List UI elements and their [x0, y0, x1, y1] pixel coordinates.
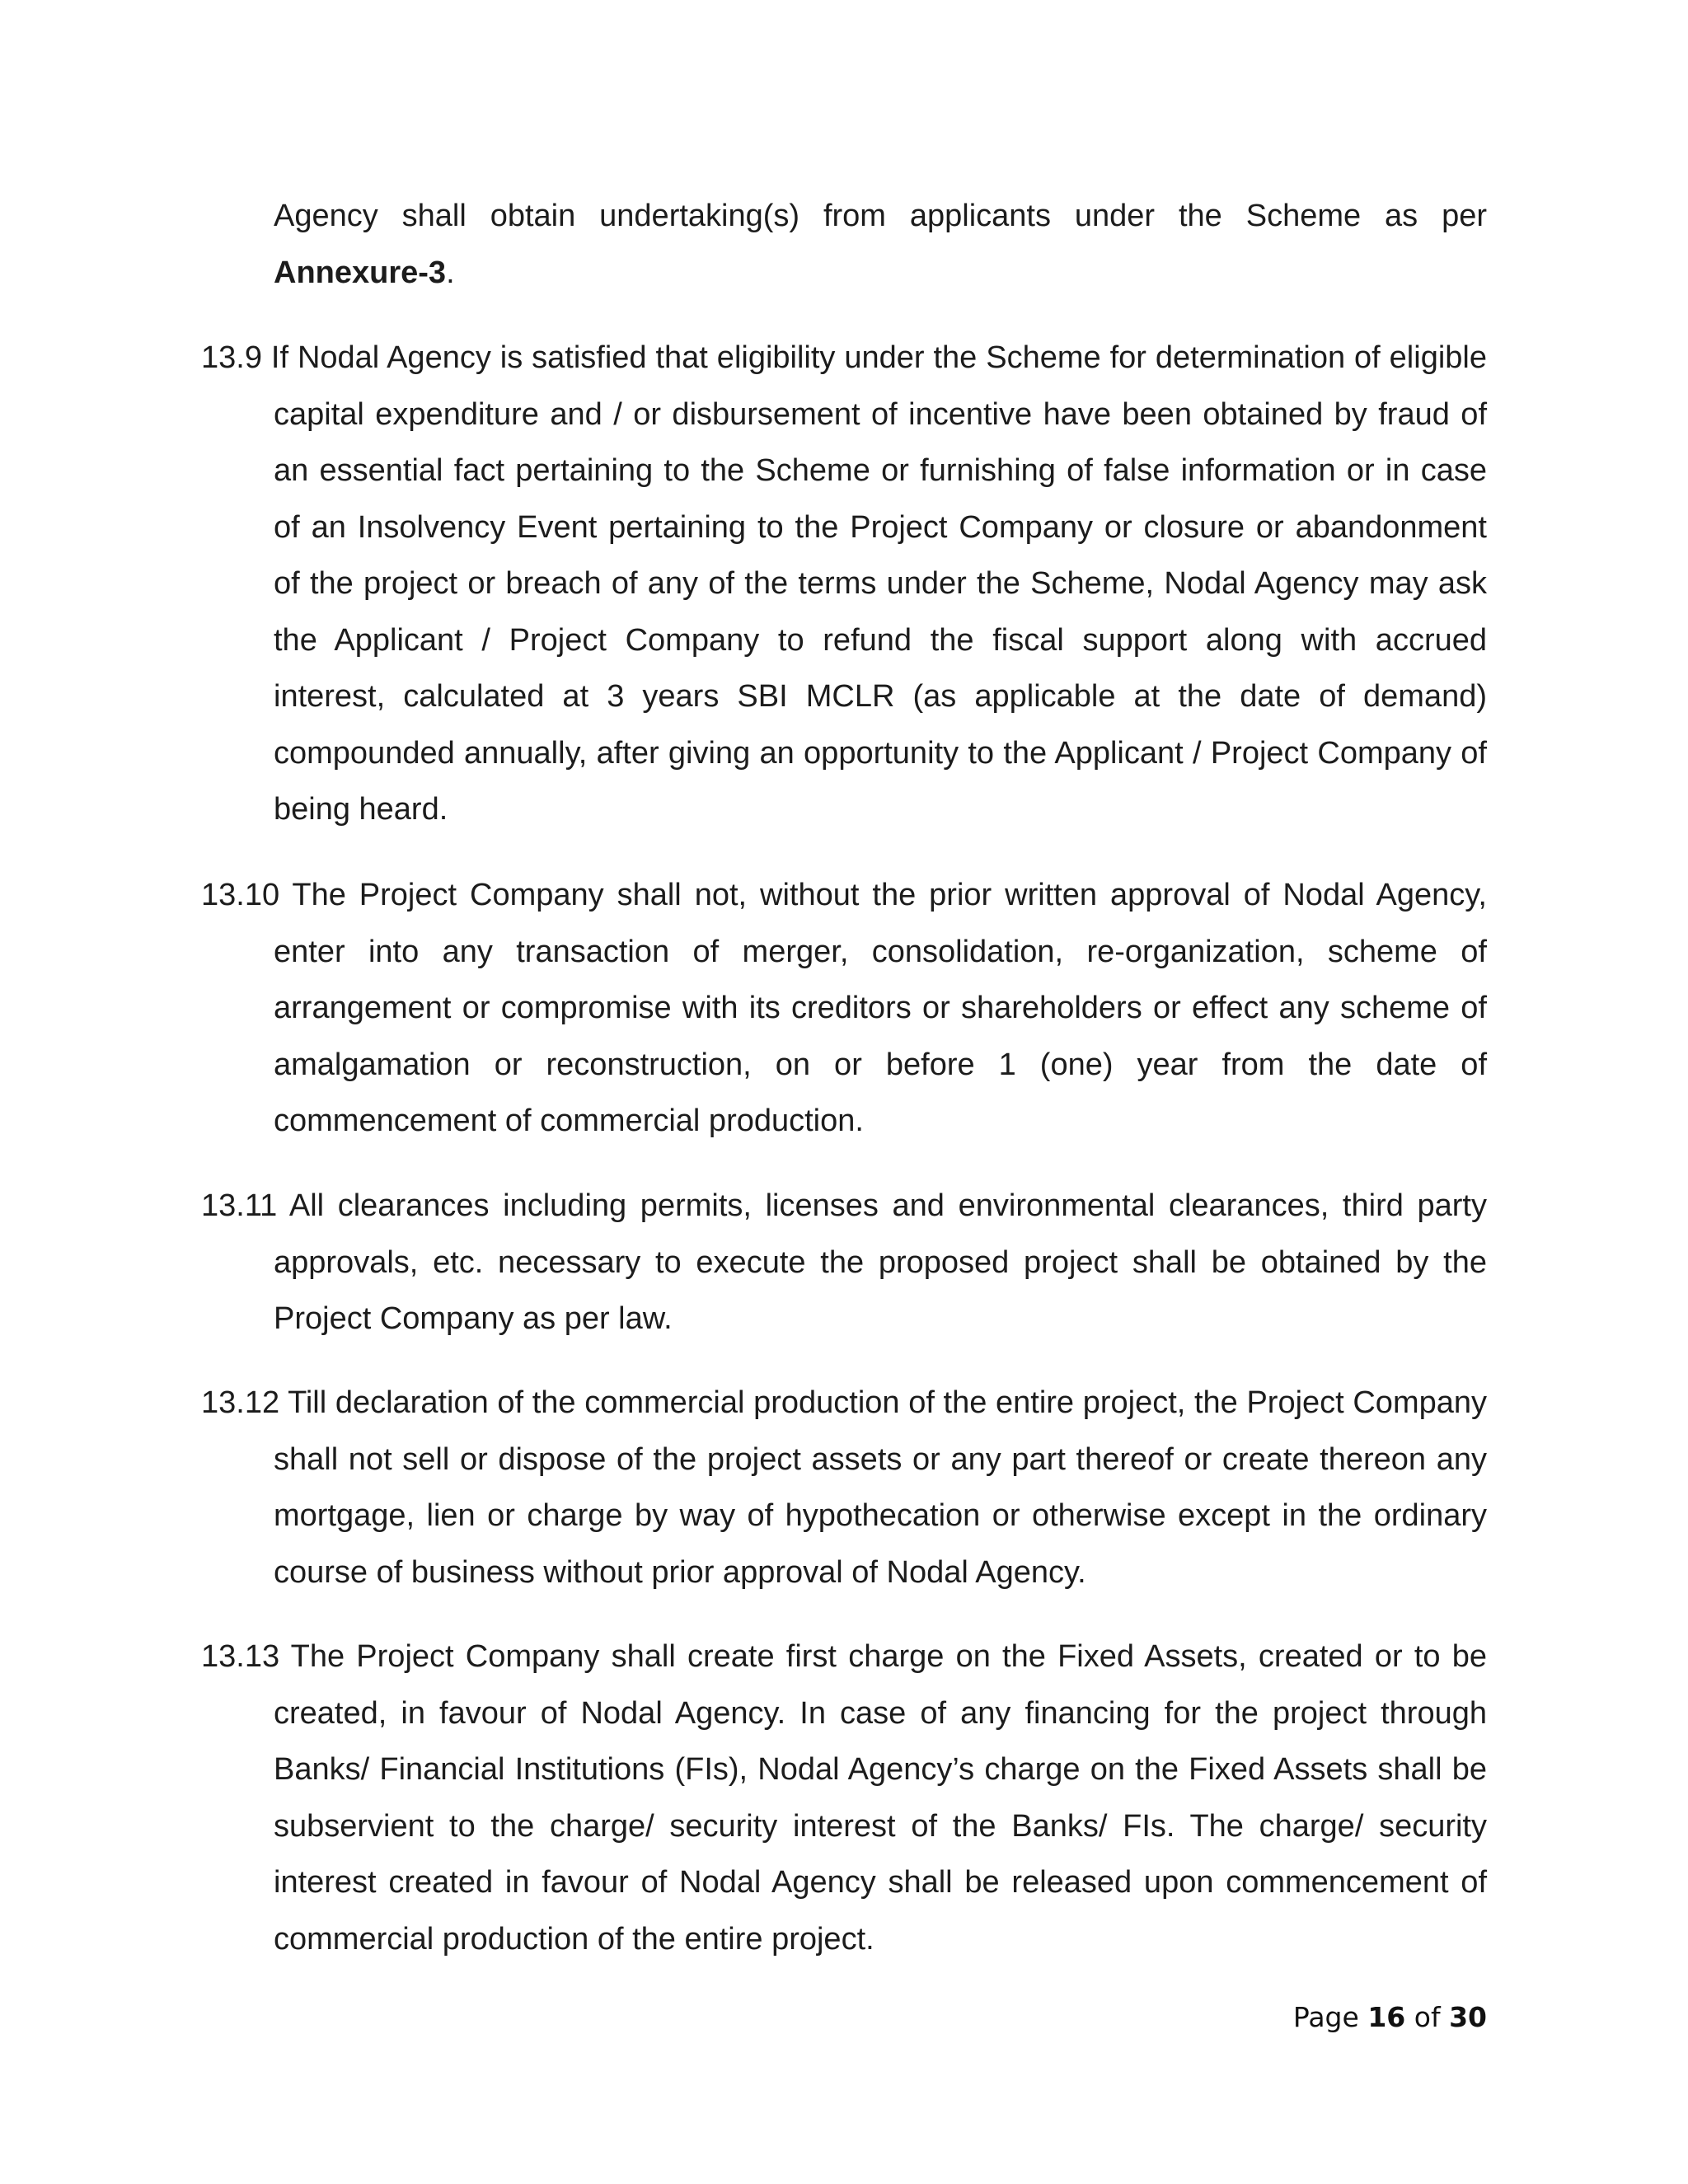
clause-13-10: [201, 867, 1487, 1150]
clause-13-9: [201, 330, 1487, 838]
clause-text: The Project Company shall not, without the prior written approval of Nodal Agency, enter into any transaction of merger, consolidation, re-organization, scheme of arrangement or compromise with its creditors or shareholders or effect any scheme of amalgamation or reconstruction, on or before 1 (one) year from the date of commencement of commercial production.: [274, 878, 1487, 1138]
clause-text: If Nodal Agency is satisfied that eligibility under the Scheme for determination of eligible capital expenditure and / or disbursement of incentive have been obtained by fraud of an essential fact pertaining to the Scheme or furnishing of false information or in case of an Insolvency Event pertaining to the Project Company or closure or abandonment of the project or breach of any of the terms under the Scheme, Nodal Agency may ask the Applicant / Project Company to refund the fiscal support along with accrued interest, calculated at 3 years SBI MCLR (as applicable at the date of demand) compounded annually, after giving an opportunity to the Applicant / Project Company of being heard.: [270, 340, 1487, 827]
page-number-footer: [1293, 2001, 1487, 2033]
clause-number: 13.13: [201, 1639, 280, 1674]
annexure-reference: Annexure-3: [274, 255, 447, 290]
clause-13-11: [201, 1178, 1487, 1347]
current-page-number: 16: [1367, 2001, 1406, 2033]
paragraph-continuation: [201, 188, 1487, 301]
of-word: of: [1414, 2001, 1441, 2033]
clause-text: Till declaration of the commercial production of the entire project, the Project Company shall not sell or dispose of the project assets or any part thereof or create thereon any mortgage, lien or charge by way of hypothecation or otherwise except in the ordinary course of business without prior approval of Nodal Agency.: [274, 1385, 1487, 1590]
clause-text: The Project Company shall create first charge on the Fixed Assets, created or to be created, in favour of Nodal Agency. In case of any financing for the project through Banks/ Financial Institutions (FIs), Nodal Agency’s charge on the Fixed Assets shall be subservient to the charge/ security interest of the Banks/ FIs. The charge/ security interest created in favour of Nodal Agency shall be released upon commencement of commercial production of the entire project.: [274, 1639, 1488, 1957]
paragraph-text: Agency shall obtain undertaking(s) from applicants under the Scheme as per: [274, 199, 1487, 233]
clause-13-12: [201, 1375, 1487, 1601]
page-word: Page: [1292, 2001, 1359, 2033]
total-page-count: 30: [1449, 2001, 1487, 2033]
clause-number: 13.10: [201, 878, 280, 912]
clause-number: 13.9: [201, 340, 262, 375]
clause-number: 13.11: [201, 1188, 278, 1223]
clause-text: All clearances including permits, licenses and environmental clearances, third party approvals, etc. necessary to execute the proposed project shall be obtained by the Project Company as per law.: [274, 1188, 1487, 1336]
clause-number: 13.12: [201, 1385, 280, 1420]
clause-13-13: [201, 1629, 1487, 1967]
paragraph-tail: .: [446, 255, 455, 290]
